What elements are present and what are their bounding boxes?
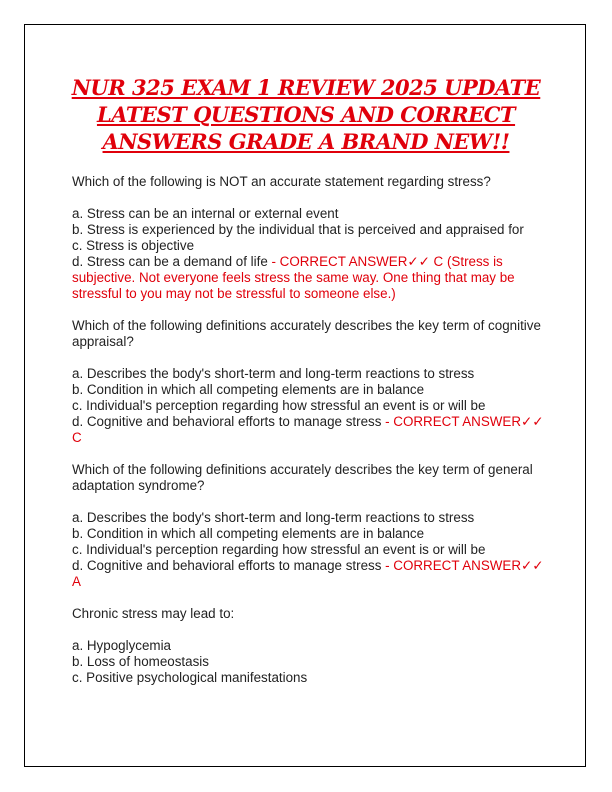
option-a: a. Hypoglycemia: [72, 638, 171, 653]
option-c: c. Individual's perception regarding how stressful an event is or will be: [72, 398, 486, 413]
answer-options: [72, 638, 544, 686]
question-text: Which of the following definitions accurately describes the key term of general adaptation syndrome?: [72, 462, 533, 493]
option-d: [72, 558, 544, 590]
answer-options: [72, 510, 544, 590]
option-d-text: d. Cognitive and behavioral efforts to manage stress: [72, 414, 382, 429]
option-d: [72, 254, 544, 302]
correct-answer: - CORRECT ANSWER✓✓ C (Stress is subjective. Not everyone feels stress the same way. One thing that may be stressful to you may not be stressful to someone else.): [72, 254, 515, 301]
option-b: b. Loss of homeostasis: [72, 654, 209, 669]
option-d: [72, 414, 544, 446]
question-text: Which of the following is NOT an accurate statement regarding stress?: [72, 174, 491, 189]
question-list: [72, 174, 544, 702]
option-a: a. Describes the body's short-term and long-term reactions to stress: [72, 366, 475, 381]
option-c: c. Individual's perception regarding how stressful an event is or will be: [72, 542, 486, 557]
option-b: b. Condition in which all competing elements are in balance: [72, 382, 425, 397]
option-d-text: d. Cognitive and behavioral efforts to manage stress: [72, 558, 382, 573]
option-b: b. Stress is experienced by the individual that is perceived and appraised for: [72, 222, 524, 237]
answer-options: [72, 366, 544, 446]
option-d-text: d. Stress can be a demand of life: [72, 254, 268, 269]
question-text: Which of the following definitions accurately describes the key term of cognitive appraisal?: [72, 318, 541, 349]
option-c: c. Stress is objective: [72, 238, 195, 253]
correct-answer: - CORRECT ANSWER✓✓ A: [72, 558, 544, 589]
correct-answer: - CORRECT ANSWER✓✓ C: [72, 414, 544, 445]
option-a: a. Stress can be an internal or external event: [72, 206, 339, 221]
option-b: b. Condition in which all competing elements are in balance: [72, 526, 425, 541]
question-text: Chronic stress may lead to:: [72, 606, 235, 621]
answer-options: [72, 206, 544, 302]
option-a: a. Describes the body's short-term and long-term reactions to stress: [72, 510, 475, 525]
option-c: c. Positive psychological manifestations: [72, 670, 308, 685]
document-title: NUR 325 EXAM 1 REVIEW 2025 UPDATE LATEST QUESTIONS AND CORRECT ANSWERS GRADE A BRAND NEW!!: [71, 75, 541, 154]
